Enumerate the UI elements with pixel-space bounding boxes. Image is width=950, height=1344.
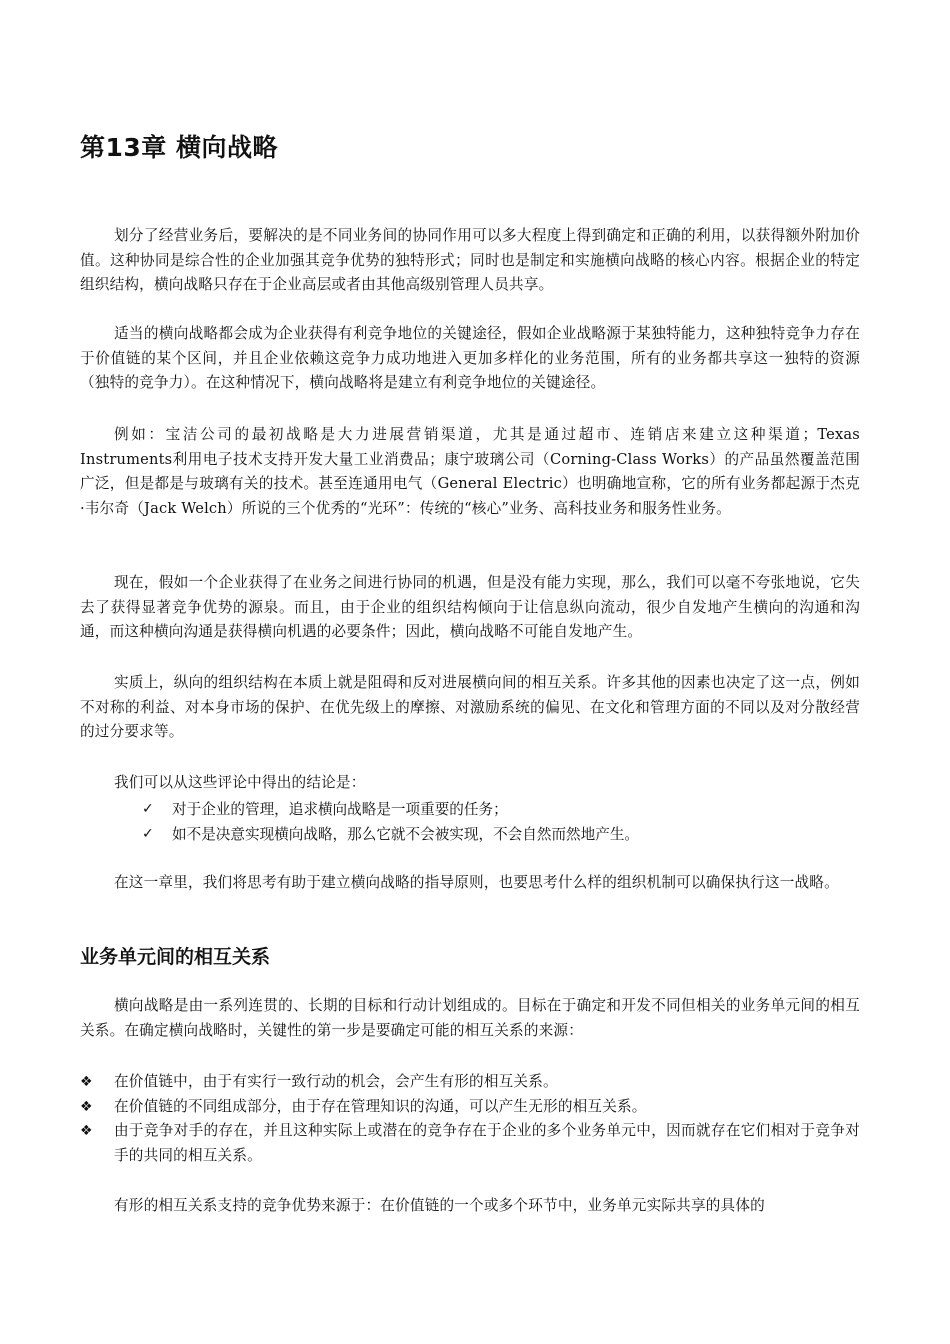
- diamond-bullet-icon: ❖: [80, 1074, 93, 1090]
- section-title: 业务单元间的相互关系: [80, 946, 271, 968]
- diamond-bullet-icon: ❖: [80, 1098, 93, 1115]
- checkmark-icon: ✓: [142, 801, 154, 817]
- intro-paragraph-2: 适当的横向战略都会成为企业获得有利竞争地位的关键途径，假如企业战略源于某独特能力，这种独特竞争力存在于价值链的某个区间，并且企业依赖这竞争力成功地进入更加多样化的业务范围，所有的业务都共享这一独特的资源（独特的竞争力）。在这种情况下，横向战略将是建立有利竞争地位的关键途径。: [80, 325, 860, 392]
- closing-paragraph: 在这一章里，我们将思考有助于建立横向战略的指导原则，也要思考什么样的组织机制可以确保执行这一战略。: [114, 874, 839, 891]
- list-item: [80, 822, 860, 847]
- list-item: [80, 797, 860, 822]
- section-paragraph: 横向战略是由一系列连贯的、长期的目标和行动计划组成的。目标在于确定和开发不同但相关的业务单元间的相互关系。在确定横向战略时，关键性的第一步是要确定可能的相互关系的来源：: [80, 997, 860, 1039]
- chapter-title: 第13章 横向战略: [80, 133, 278, 162]
- list-item-text: 对于企业的管理，追求横向战略是一项重要的任务；: [172, 801, 508, 818]
- intro-paragraph-4: 现在，假如一个企业获得了在业务之间进行协同的机遇，但是没有能力实现，那么，我们可以毫不夸张地说，它失去了获得显著竞争优势的源泉。而且，由于企业的组织结构倾向于让信息纵向流动，很少自发地产生横向的沟通和沟通，而这种横向沟通是获得横向机遇的必要条件；因此，横向战略不可能自发地产生。: [80, 574, 860, 641]
- intro-paragraph-3-examples: 例如：宝洁公司的最初战略是大力进展营销渠道，尤其是通过超市、连销店来建立这种渠道；Texas Instruments利用电子技术支持开发大量工业消费品；康宁玻璃公司（Corning-Class Works）的产品虽然覆盖范围广泛，但是都是与玻璃有关的技术。甚至连通用电气（General Electric）也明确地宣称，它的所有业务都起源于杰克·韦尔奇（Jack Welch）所说的三个优秀的“光环”：传统的“核心”业务、高科技业务和服务性业务。: [80, 426, 860, 518]
- relationship-sources-list: [80, 1070, 860, 1169]
- checkmark-icon: ✓: [142, 826, 154, 842]
- list-item: [80, 1070, 860, 1095]
- list-item-text: 在价值链中，由于有实行一致行动的机会，会产生有形的相互关系。: [114, 1073, 558, 1090]
- diamond-bullet-icon: ❖: [80, 1123, 93, 1140]
- conclusion-list: [80, 797, 860, 847]
- list-item-text: 由于竞争对手的存在，并且这种实际上或潜在的竞争存在于企业的多个业务单元中，因而就存在它们相对于竞争对手的共同的相互关系。: [114, 1122, 860, 1165]
- list-item-text: 在价值链的不同组成部分，由于存在管理知识的沟通，可以产生无形的相互关系。: [114, 1097, 647, 1115]
- list-item: [80, 1095, 860, 1120]
- intro-paragraph-5: 实质上，纵向的组织结构在本质上就是阻碍和反对进展横向间的相互关系。许多其他的因素也决定了这一点，例如不对称的利益、对本身市场的保护、在优先级上的摩擦、对激励系统的偏见、在文化和管理方面的不同以及对分散经营的过分要求等。: [80, 674, 860, 741]
- trailing-paragraph: 有形的相互关系支持的竞争优势来源于：在价值链的一个或多个环节中，业务单元实际共享的具体的: [114, 1197, 765, 1214]
- list-item-text: 如不是决意实现横向战略，那么它就不会被实现，不会自然而然地产生。: [172, 826, 640, 843]
- list-item: [80, 1119, 860, 1168]
- intro-paragraph-1: 划分了经营业务后，要解决的是不同业务间的协同作用可以多大程度上得到确定和正确的利用，以获得额外附加价值。这种协同是综合性的企业加强其竞争优势的独特形式；同时也是制定和实施横向战略的核心内容。根据企业的特定组织结构，横向战略只存在于企业高层或者由其他高级别管理人员共享。: [80, 227, 860, 294]
- conclusion-lead-in: 我们可以从这些评论中得出的结论是：: [114, 774, 366, 791]
